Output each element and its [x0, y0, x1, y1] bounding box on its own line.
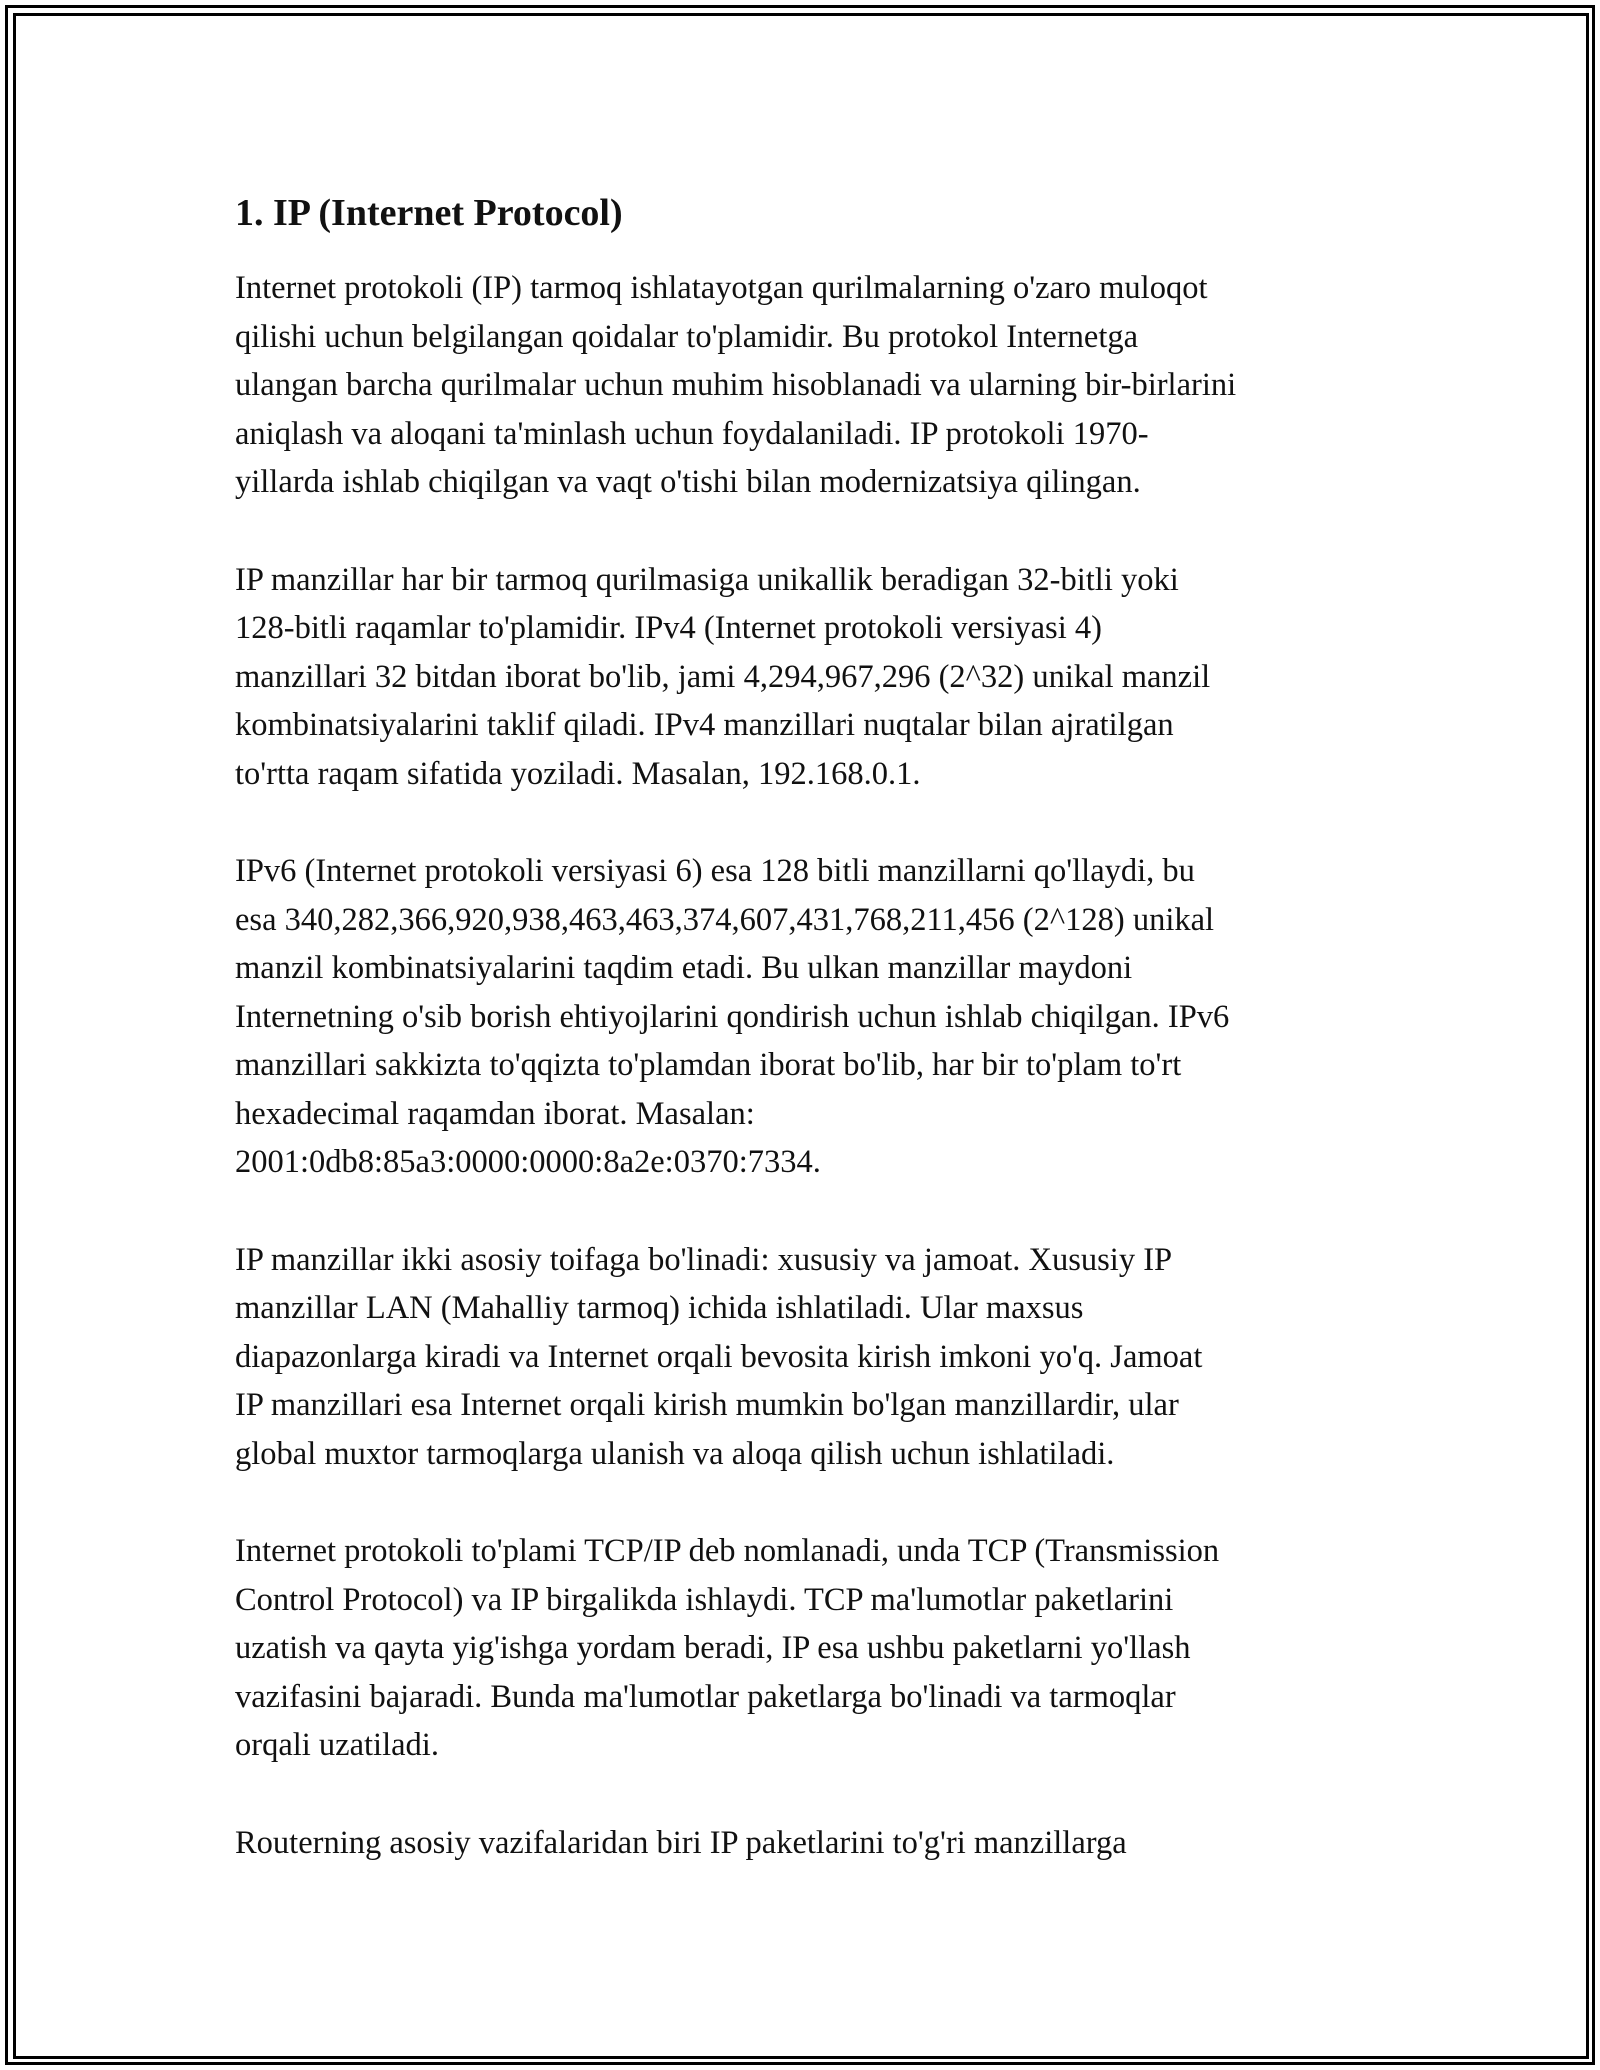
paragraph-line: diapazonlarga kiradi va Internet orqali bevosita kirish imkoni yo'q. Jamoat [235, 1338, 1203, 1375]
paragraph-line: Internet protokoli (IP) tarmoq ishlatayotgan qurilmalarning o'zaro muloqot [235, 270, 1208, 306]
paragraph-line: uzatish va qayta yig'ishga yordam beradi, IP esa ushbu paketlarni yo'llash [235, 1630, 1191, 1666]
paragraph-line: orqali uzatiladi. [235, 1727, 439, 1763]
paragraph [235, 1527, 1370, 1770]
paragraph [235, 556, 1370, 799]
document-body [235, 186, 1370, 1916]
paragraph-line: 128-bitli raqamlar to'plamidir. IPv4 (Internet protokoli versiyasi 4) [235, 610, 1102, 646]
paragraph-line: manzillari 32 bitdan iborat bo'lib, jami 4,294,967,296 (2^32) unikal manzil [235, 658, 1211, 695]
paragraph-line: IP manzillari esa Internet orqali kirish mumkin bo'lgan manzillardir, ular [235, 1387, 1179, 1423]
paragraph-line: yillarda ishlab chiqilgan va vaqt o'tishi bilan modernizatsiya qilingan. [235, 464, 1141, 500]
paragraph-line: manzillar LAN (Mahalliy tarmoq) ichida ishlatiladi. Ular maxsus [235, 1290, 1084, 1326]
paragraph [235, 1819, 1370, 1868]
paragraph-line: Routerning asosiy vazifalaridan biri IP paketlarini to'g'ri manzillarga [235, 1824, 1127, 1861]
paragraph-line: kombinatsiyalarini taklif qiladi. IPv4 manzillari nuqtalar bilan ajratilgan [235, 707, 1174, 743]
paragraph-line: esa 340,282,366,920,938,463,463,374,607,431,768,211,456 (2^128) unikal [235, 901, 1215, 938]
paragraph-list [235, 264, 1370, 1867]
paragraph-line: manzil kombinatsiyalarini taqdim etadi. Bu ulkan manzillar maydoni [235, 950, 1133, 986]
paragraph-line: IPv6 (Internet protokoli versiyasi 6) esa 128 bitli manzillarni qo'llaydi, bu [235, 853, 1195, 889]
paragraph-line: IP manzillar har bir tarmoq qurilmasiga unikallik beradigan 32-bitli yoki [235, 561, 1179, 598]
paragraph-line: Control Protocol) va IP birgalikda ishlaydi. TCP ma'lumotlar paketlarini [235, 1581, 1174, 1618]
paragraph [235, 264, 1370, 507]
paragraph-line: IP manzillar ikki asosiy toifaga bo'linadi: xususiy va jamoat. Xususiy IP [235, 1241, 1173, 1278]
paragraph-line: Internet protokoli to'plami TCP/IP deb nomlanadi, unda TCP (Transmission [235, 1533, 1220, 1569]
paragraph [235, 1236, 1370, 1479]
paragraph-line: Internetning o'sib borish ehtiyojlarini qondirish uchun ishlab chiqilgan. IPv6 [235, 998, 1230, 1035]
paragraph-line: global muxtor tarmoqlarga ulanish va aloqa qilish uchun ishlatiladi. [235, 1435, 1115, 1472]
paragraph-line: hexadecimal raqamdan iborat. Masalan: [235, 1095, 755, 1132]
paragraph-line: ulangan barcha qurilmalar uchun muhim hisoblanadi va ularning bir-birlarini [235, 367, 1237, 403]
paragraph [235, 847, 1370, 1187]
paragraph-line: 2001:0db8:85a3:0000:0000:8a2e:0370:7334. [235, 1144, 821, 1180]
paragraph-line: manzillari sakkizta to'qqizta to'plamdan iborat bo'lib, har bir to'plam to'rt [235, 1047, 1182, 1083]
paragraph-line: to'rtta raqam sifatida yoziladi. Masalan, 192.168.0.1. [235, 755, 921, 792]
paragraph-line: qilishi uchun belgilangan qoidalar to'plamidir. Bu protokol Internetga [235, 318, 1139, 355]
paragraph-line: aniqlash va aloqani ta'minlash uchun foydalaniladi. IP protokoli 1970- [235, 415, 1149, 452]
section-heading: 1. IP (Internet Protocol) [235, 192, 623, 234]
paragraph-line: vazifasini bajaradi. Bunda ma'lumotlar paketlarga bo'linadi va tarmoqlar [235, 1678, 1176, 1715]
